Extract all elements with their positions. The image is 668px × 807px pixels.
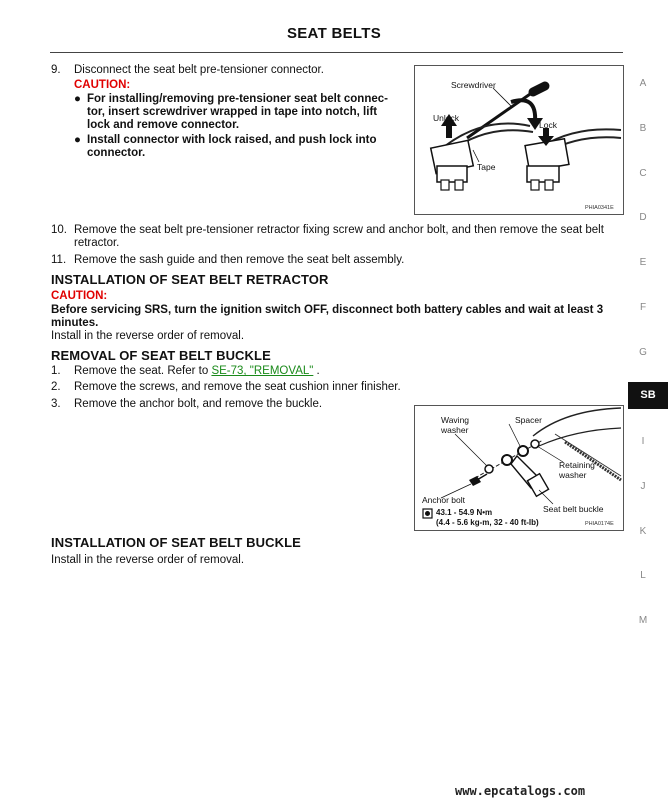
step-9-bullet-2 [74, 134, 408, 160]
step-9-text: Disconnect the seat belt pre-tensioner connector. [74, 64, 324, 76]
section-tab-d[interactable]: D [639, 212, 647, 223]
retaining-washer-label [559, 460, 595, 480]
step-9-bullet-1 [74, 93, 408, 132]
step-10-line-1: Remove the seat belt pre-tensioner retractor fixing screw and anchor bolt, and then remove the seat belt [74, 224, 604, 236]
install-retractor-caution: CAUTION: [51, 290, 108, 302]
lock-label: Lock [539, 120, 557, 130]
removal-step-2-number: 2. [51, 381, 61, 393]
retaining-washer-line-1: Retaining [559, 460, 595, 470]
connector-figure [414, 65, 624, 215]
page-title: SEAT BELTS [286, 25, 382, 42]
section-tab-k[interactable]: K [639, 526, 647, 537]
torque-value: 43.1 - 54.9 N•m [436, 508, 493, 517]
waving-washer-line-2: washer [441, 425, 469, 435]
removal-step-1-text: Remove the seat. Refer to [74, 365, 209, 377]
removal-step-1 [74, 365, 320, 378]
connector-illustration [415, 66, 623, 214]
step-10-line-2: retractor. [74, 237, 120, 249]
section-tab-c[interactable]: C [639, 168, 647, 179]
bullet-1-line-2: tor, insert screwdriver wrapped in tape into notch, lift [87, 106, 378, 118]
section-tab-a[interactable]: A [639, 78, 647, 89]
tape-label: Tape [477, 162, 496, 172]
caution-line-1: Before servicing SRS, turn the ignition switch OFF, disconnect both battery cables and wait at least 3 [51, 304, 604, 316]
section-tab-sb-active[interactable]: SB [628, 382, 668, 409]
step-9-caution: CAUTION: [74, 79, 131, 91]
spacer-label: Spacer [515, 415, 542, 425]
seat-belt-buckle-label: Seat belt buckle [543, 504, 604, 514]
waving-washer-label [441, 415, 469, 435]
anchor-bolt-label: Anchor bolt [422, 495, 465, 505]
step-9-number: 9. [51, 64, 61, 76]
removal-buckle-heading: REMOVAL OF SEAT BELT BUCKLE [51, 348, 271, 363]
install-buckle-text: Install in the reverse order of removal. [51, 554, 245, 566]
screwdriver-label: Screwdriver [451, 80, 496, 90]
buckle-figure [414, 405, 624, 531]
section-tab-l[interactable]: L [640, 570, 646, 581]
bullet-dot: ● [74, 134, 81, 146]
removal-step-1-end: . [316, 365, 320, 377]
install-buckle-heading: INSTALLATION OF SEAT BELT BUCKLE [51, 535, 301, 550]
step-11-text: Remove the sash guide and then remove the seat belt assembly. [74, 254, 405, 266]
removal-step-2-text: Remove the screws, and remove the seat cushion inner finisher. [74, 381, 401, 393]
bullet-1-line-1: For installing/removing pre-tensioner seat belt connec- [87, 93, 388, 105]
section-tab-b[interactable]: B [639, 123, 647, 134]
bullet-2-line-1: Install connector with lock raised, and push lock into [87, 134, 377, 146]
section-tab-i[interactable]: I [641, 436, 645, 447]
bullet-dot: ● [74, 93, 81, 105]
section-tab-j[interactable]: J [640, 481, 646, 492]
figure-2-code: PHIA0174E [585, 521, 614, 527]
removal-step-3-number: 3. [51, 398, 61, 410]
caution-line-2: minutes. [51, 317, 99, 329]
step-11-number: 11. [51, 254, 67, 266]
waving-washer-line-1: Waving [441, 415, 470, 425]
footer-website: www.epcatalogs.com [455, 784, 586, 798]
bullet-1-line-3: lock and remove connector. [87, 119, 240, 131]
install-retractor-caution-text [51, 304, 626, 330]
removal-reference-link[interactable]: SE-73, "REMOVAL" [211, 365, 314, 377]
section-tab-m[interactable]: M [638, 615, 648, 626]
step-10-text [74, 224, 624, 250]
removal-step-1-number: 1. [51, 365, 61, 377]
install-retractor-heading: INSTALLATION OF SEAT BELT RETRACTOR [51, 272, 329, 287]
removal-step-3-text: Remove the anchor bolt, and remove the buckle. [74, 398, 323, 410]
step-10-number: 10. [51, 224, 67, 236]
section-tab-f[interactable]: F [639, 302, 647, 313]
unlock-label: Unlock [433, 113, 459, 123]
retaining-washer-line-2: washer [559, 470, 587, 480]
figure-1-code: PHIA0341E [585, 205, 614, 211]
section-tab-g[interactable]: G [639, 347, 647, 358]
section-tab-e[interactable]: E [639, 257, 647, 268]
bullet-2-line-2: connector. [87, 147, 146, 159]
title-rule [50, 52, 623, 53]
install-retractor-text: Install in the reverse order of removal. [51, 330, 245, 342]
torque-value-alt: (4.4 - 5.6 kg-m, 32 - 40 ft-lb) [436, 518, 539, 527]
